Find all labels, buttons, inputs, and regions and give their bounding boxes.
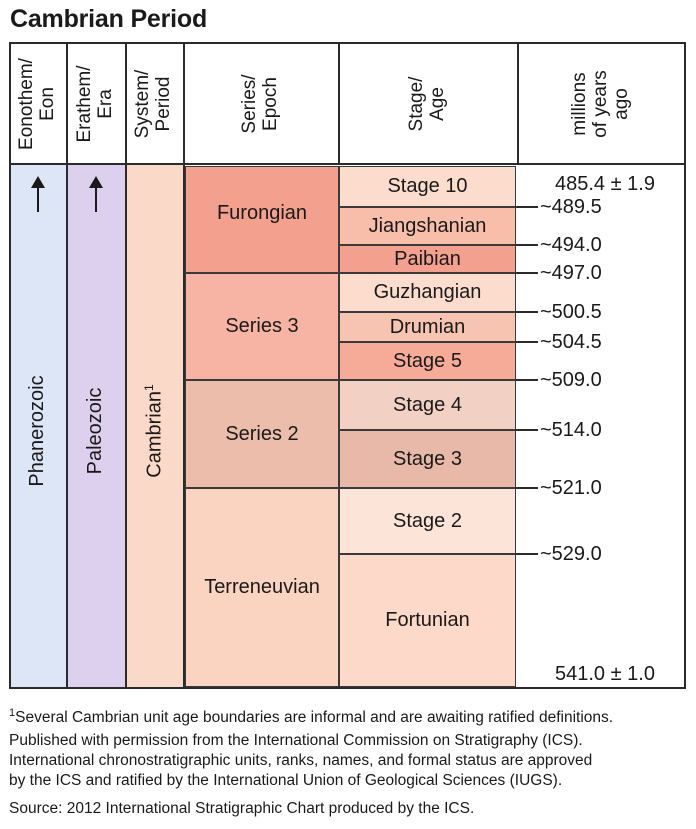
header-stage: Stage/ Age — [406, 76, 448, 132]
column-divider — [338, 42, 340, 165]
age-tick — [516, 379, 538, 381]
stage-cell: Stage 4 — [339, 380, 516, 430]
stage-cell: Stage 5 — [339, 342, 516, 380]
stage-cell: Drumian — [339, 312, 516, 342]
footnote: $^1$Several Cambrian unit age boundaries are informal and are awaiting ratified definitions. — [9, 707, 614, 727]
age-label: ~514.0 — [540, 419, 602, 441]
age-tick — [516, 311, 538, 313]
chart-title: Cambrian Period — [10, 5, 208, 33]
eon-label: Phanerozoic — [26, 375, 48, 487]
age-label: ~504.5 — [540, 331, 602, 353]
age-tick — [516, 244, 538, 246]
age-tick — [516, 341, 538, 343]
age-label: ~497.0 — [540, 262, 602, 284]
age-label: ~489.5 — [540, 196, 602, 218]
arrow-up-icon — [37, 178, 39, 212]
permission-line: by the ICS and ratified by the International Union of Geological Sciences (IUGS). — [9, 772, 563, 789]
age-label: ~494.0 — [540, 234, 602, 256]
age-label-bottom: 541.0 ± 1.0 — [555, 663, 655, 685]
stage-cell: Stage 10 — [339, 166, 516, 207]
series-cell: Series 2 — [185, 380, 339, 488]
stage-cell: Stage 2 — [339, 488, 516, 554]
age-label: ~529.0 — [540, 543, 602, 565]
age-label-top: 485.4 ± 1.9 — [555, 173, 655, 195]
age-tick — [516, 487, 538, 489]
age-label: ~509.0 — [540, 369, 602, 391]
age-tick — [516, 553, 538, 555]
era-label: Paleozoic — [84, 387, 106, 475]
stage-cell: Jiangshanian — [339, 207, 516, 245]
series-cell: Series 3 — [185, 273, 339, 380]
header-series: Series/ Epoch — [239, 74, 281, 134]
series-cell: Terreneuvian — [185, 488, 339, 687]
series-cell: Furongian — [185, 166, 339, 273]
age-tick — [516, 206, 538, 208]
age-tick — [516, 429, 538, 431]
age-tick — [516, 272, 538, 274]
period-label: Cambrian$^1$ — [142, 384, 166, 478]
column-divider — [517, 42, 519, 165]
arrow-up-icon — [95, 178, 97, 212]
age-label: ~521.0 — [540, 477, 602, 499]
header-mya: millions of years ago — [569, 70, 632, 138]
header-period: System/ Period — [132, 69, 174, 139]
stage-cell: Stage 3 — [339, 430, 516, 488]
age-label: ~500.5 — [540, 301, 602, 323]
stage-cell: Paibian — [339, 245, 516, 273]
permission-line: International chronostratigraphic units, ranks, names, and formal status are approved — [9, 752, 593, 769]
stage-cell: Fortunian — [339, 554, 516, 687]
header-eon: Eonothem/ Eon — [16, 58, 58, 150]
stage-cell: Guzhangian — [339, 273, 516, 312]
permission-line: Published with permission from the International Commission on Stratigraphy (ICS). — [9, 732, 583, 749]
header-era: Erathem/ Era — [74, 65, 116, 143]
source-line: Source: 2012 International Stratigraphic Chart produced by the ICS. — [9, 800, 475, 817]
